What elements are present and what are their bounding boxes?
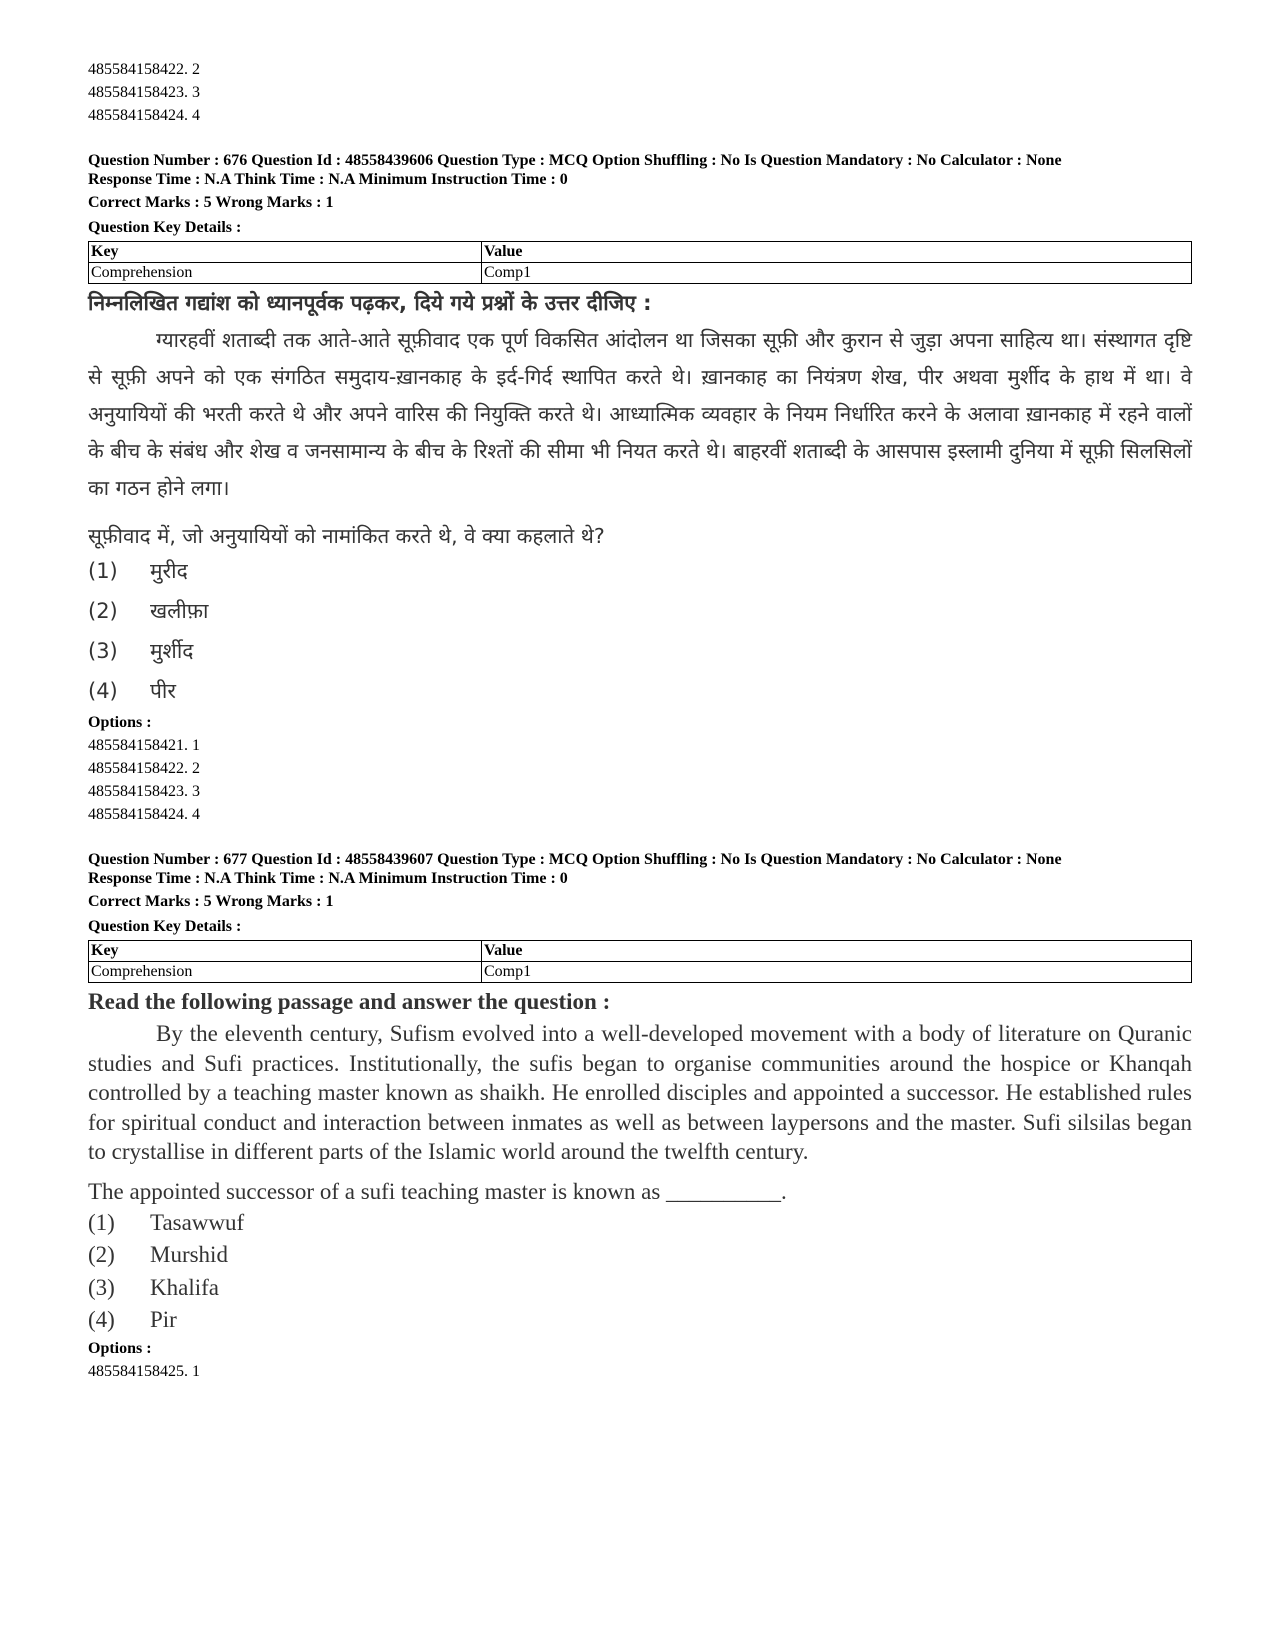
choice-number: (2) (88, 1242, 115, 1267)
choice-text: मुरीद (150, 559, 188, 583)
answer-choices (88, 1207, 1192, 1337)
key-details-table (88, 241, 1192, 284)
question-marks: Correct Marks : 5 Wrong Marks : 1 (88, 194, 334, 211)
answer-choice (88, 1304, 1192, 1337)
value-cell: Comp1 (482, 263, 1192, 284)
question-timing: Response Time : N.A Think Time : N.A Minimum Instruction Time : 0 (88, 171, 568, 188)
answer-choices (88, 551, 1192, 711)
choice-number: (1) (88, 1209, 115, 1235)
question-marks: Correct Marks : 5 Wrong Marks : 1 (88, 893, 334, 910)
option-line: 485584158423. 3 (88, 783, 200, 800)
answer-choice (88, 1207, 1192, 1240)
key-cell: Comprehension (89, 962, 482, 983)
options-label: Options : (88, 714, 152, 731)
choice-number: (3) (88, 1274, 115, 1300)
passage-title: निम्नलिखित गद्यांश को ध्यानपूर्वक पढ़कर, दिये गये प्रश्नों के उत्तर दीजिए : (88, 291, 652, 315)
option-line: 485584158422. 2 (88, 61, 200, 78)
option-line: 485584158424. 4 (88, 107, 200, 124)
choice-text: Murshid (150, 1242, 228, 1267)
question-text: सूफ़ीवाद में, जो अनुयायियों को नामांकित करते थे, वे क्या कहलाते थे? (88, 524, 605, 548)
passage-body: ग्यारहवीं शताब्दी तक आते-आते सूफ़ीवाद एक पूर्ण विकसित आंदोलन था जिसका सूफ़ी और कुरान से जुड़ा अपना साहित्य था। संस्थागत दृष्टि से सूफ़ी अपने को एक संगठित समुदाय-ख़ानकाह के इर्द-गिर्द स्थापित करते थे। ख़ानकाह का नियंत्रण शेख, पीर अथवा मुर्शीद के हाथ में था। वे अनुयायियों की भरती करते थे और अपने वारिस की नियुक्ति करते थे। आध्यात्मिक व्यवहार के नियम निर्धारित करने के अलावा ख़ानकाह में रहने वालों के बीच के संबंध और शेख व जनसामान्य के बीच के रिश्तों की सीमा भी नियत करते थे। बाहरवीं शताब्दी के आसपास इस्लामी दुनिया में सूफ़ी सिलसिलों का गठन होने लगा। (88, 328, 1192, 500)
choice-number: (1) (88, 559, 118, 583)
question-677 (88, 850, 1192, 1383)
option-line: 485584158423. 3 (88, 84, 200, 101)
choice-text: पीर (150, 679, 176, 703)
document-page (88, 58, 1192, 1383)
answer-choice (88, 591, 1192, 631)
option-line: 485584158421. 1 (88, 737, 200, 754)
choice-number: (4) (88, 1307, 115, 1332)
key-details-label: Question Key Details : (88, 219, 242, 236)
answer-choice (88, 631, 1192, 671)
choice-number: (2) (88, 599, 118, 623)
option-line: 485584158422. 2 (88, 760, 200, 777)
question-676 (88, 151, 1192, 826)
choice-text: Khalifa (150, 1274, 219, 1300)
answer-choice (88, 551, 1192, 591)
question-meta: Question Number : 676 Question Id : 48558439606 Question Type : MCQ Option Shuffling : No Is Question Mandatory : No Calculator : None (88, 152, 1062, 169)
value-cell: Comp1 (482, 962, 1192, 983)
key-details-label: Question Key Details : (88, 918, 242, 935)
choice-text: Pir (150, 1307, 177, 1332)
previous-options (88, 58, 1192, 127)
question-text: The appointed successor of a sufi teaching master is known as __________. (88, 1178, 787, 1204)
key-header: Key (89, 941, 482, 962)
passage-title: Read the following passage and answer the question : (88, 989, 611, 1014)
question-meta: Question Number : 677 Question Id : 48558439607 Question Type : MCQ Option Shuffling : No Is Question Mandatory : No Calculator : None (88, 851, 1062, 868)
key-details-table (88, 940, 1192, 983)
choice-number: (3) (88, 639, 118, 663)
options-label: Options : (88, 1339, 152, 1357)
choice-text: Tasawwuf (150, 1209, 245, 1235)
value-header: Value (482, 941, 1192, 962)
choice-text: खलीफ़ा (150, 599, 209, 623)
question-timing: Response Time : N.A Think Time : N.A Minimum Instruction Time : 0 (88, 870, 568, 887)
option-line: 485584158425. 1 (88, 1362, 200, 1380)
choice-text: मुर्शीद (150, 639, 194, 663)
choice-number: (4) (88, 679, 118, 703)
value-header: Value (482, 242, 1192, 263)
passage-body: By the eleventh century, Sufism evolved into a well-developed movement with a body of literature on Quranic studies and Sufi practices. Institutionally, the sufis began to organise communities around the hospice or Khanqah controlled by a teaching master known as shaikh. He enrolled disciples and appointed a successor. He established rules for spiritual conduct and interaction between inmates as well as between laypersons and the master. Sufi silsilas began to crystallise in different parts of the Islamic world around the twelfth century. (88, 1021, 1192, 1164)
key-cell: Comprehension (89, 263, 482, 284)
key-header: Key (89, 242, 482, 263)
answer-choice (88, 1272, 1192, 1305)
answer-choice (88, 1239, 1192, 1272)
option-line: 485584158424. 4 (88, 806, 200, 823)
answer-choice (88, 671, 1192, 711)
